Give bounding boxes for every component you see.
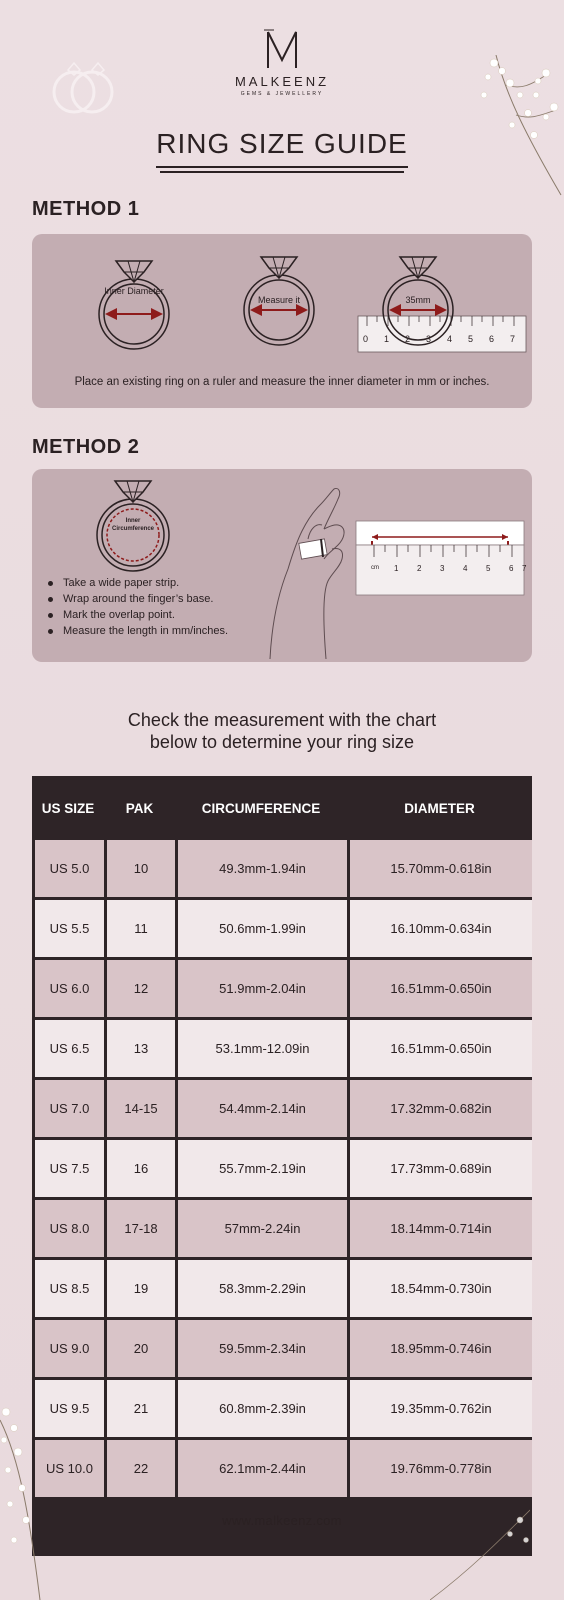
- inner-circumference-label: Inner Circumference: [111, 518, 155, 532]
- cell-pak: 13: [107, 1020, 175, 1077]
- hand-icon: [270, 488, 344, 659]
- method1-heading: METHOD 1: [32, 198, 140, 220]
- cell-us-size: US 9.0: [35, 1320, 104, 1377]
- cell-circumference: 51.9mm-2.04in: [178, 960, 347, 1017]
- cell-diameter: 18.14mm-0.714in: [350, 1200, 532, 1257]
- cell-diameter: 16.10mm-0.634in: [350, 900, 532, 957]
- table-row: [32, 960, 532, 1017]
- step-text: Take a wide paper strip.: [63, 577, 180, 589]
- list-item: [48, 625, 228, 637]
- cell-pak: 17-18: [107, 1200, 175, 1257]
- cell-diameter: 18.54mm-0.730in: [350, 1260, 532, 1317]
- cell-diameter: 15.70mm-0.618in: [350, 840, 532, 897]
- check-line-2: below to determine your ring size: [149, 732, 415, 752]
- cell-us-size: US 6.5: [35, 1020, 104, 1077]
- cell-diameter: 16.51mm-0.650in: [350, 960, 532, 1017]
- ring-diagram-icon: [99, 261, 169, 349]
- cell-us-size: US 5.0: [35, 840, 104, 897]
- website-footer[interactable]: www.malkeenz.com: [222, 1513, 342, 1528]
- ruler-number: 2: [417, 564, 422, 573]
- cell-pak: 12: [107, 960, 175, 1017]
- table-row: [32, 1200, 532, 1257]
- check-instruction: [0, 709, 564, 753]
- brand-tagline: GEMS & JEWELLERY: [240, 91, 324, 97]
- table-row: [32, 1440, 532, 1497]
- step-text: Wrap around the finger’s base.: [63, 593, 214, 605]
- title-underline: [160, 171, 404, 173]
- column-header-pak: PAK: [125, 800, 154, 816]
- cell-diameter: 16.51mm-0.650in: [350, 1020, 532, 1077]
- table-header: [32, 776, 532, 840]
- cell-pak: 19: [107, 1260, 175, 1317]
- list-item: [48, 593, 228, 605]
- ruler-number: 3: [426, 334, 432, 344]
- table-row: [32, 900, 532, 957]
- column-header-us-size: US SIZE: [41, 800, 95, 816]
- column-header-diameter: DIAMETER: [404, 800, 475, 816]
- cell-diameter: 19.76mm-0.778in: [350, 1440, 532, 1497]
- cell-diameter: 17.73mm-0.689in: [350, 1140, 532, 1197]
- cell-us-size: US 7.0: [35, 1080, 104, 1137]
- flower-decoration-icon: [0, 1400, 60, 1600]
- cell-circumference: 49.3mm-1.94in: [178, 840, 347, 897]
- ruler-number: 2: [405, 334, 411, 344]
- measurement-35mm-label: 35mm: [405, 295, 431, 305]
- step-text: Mark the overlap point.: [63, 609, 175, 621]
- table-row: [32, 1380, 532, 1437]
- cell-pak: 16: [107, 1140, 175, 1197]
- cell-circumference: 60.8mm-2.39in: [178, 1380, 347, 1437]
- cell-us-size: US 8.0: [35, 1200, 104, 1257]
- cell-us-size: US 8.5: [35, 1260, 104, 1317]
- method2-heading: METHOD 2: [32, 436, 140, 458]
- list-item: [48, 577, 228, 589]
- cell-circumference: 55.7mm-2.19in: [178, 1140, 347, 1197]
- cell-diameter: 18.95mm-0.746in: [350, 1320, 532, 1377]
- cell-circumference: 50.6mm-1.99in: [178, 900, 347, 957]
- cell-circumference: 57mm-2.24in: [178, 1200, 347, 1257]
- ruler-number: 6: [489, 334, 495, 344]
- ruler-number: 7: [522, 564, 527, 573]
- table-row: [32, 1020, 532, 1077]
- cell-circumference: 58.3mm-2.29in: [178, 1260, 347, 1317]
- cell-diameter: 17.32mm-0.682in: [350, 1080, 532, 1137]
- ruler-number: 3: [440, 564, 445, 573]
- page-title: RING SIZE GUIDE: [156, 128, 407, 168]
- cell-pak: 21: [107, 1380, 175, 1437]
- cell-us-size: US 9.5: [35, 1380, 104, 1437]
- ruler-unit: cm: [371, 565, 379, 571]
- table-row: [32, 840, 532, 897]
- ring-size-table: [32, 776, 532, 1556]
- check-line-1: Check the measurement with the chart: [127, 710, 437, 730]
- ruler-number: 5: [486, 564, 491, 573]
- method2-steps: [48, 577, 228, 641]
- ruler-number: 7: [510, 334, 516, 344]
- logo-monogram-icon: [262, 28, 302, 70]
- brand-name: MALKEENZ: [234, 74, 330, 89]
- ruler-number: 0: [363, 334, 369, 344]
- method1-caption: Place an existing ring on a ruler and measure the inner diameter in mm or inches.: [74, 376, 490, 388]
- table-row: [32, 1080, 532, 1137]
- ruler-number: 1: [384, 334, 390, 344]
- table-row: [32, 1320, 532, 1377]
- cell-circumference: 62.1mm-2.44in: [178, 1440, 347, 1497]
- cell-us-size: US 6.0: [35, 960, 104, 1017]
- column-header-circumference: CIRCUMFERENCE: [201, 800, 321, 816]
- table-row: [32, 1140, 532, 1197]
- measure-it-label: Measure it: [257, 295, 301, 305]
- table-row: [32, 1260, 532, 1317]
- brand-logo: [0, 28, 564, 97]
- cell-pak: 11: [107, 900, 175, 957]
- ruler-number: 6: [509, 564, 514, 573]
- list-item: [48, 609, 228, 621]
- cell-us-size: US 5.5: [35, 900, 104, 957]
- cell-circumference: 59.5mm-2.34in: [178, 1320, 347, 1377]
- ruler-number: 4: [447, 334, 453, 344]
- cell-circumference: 54.4mm-2.14in: [178, 1080, 347, 1137]
- cell-us-size: US 10.0: [35, 1440, 104, 1497]
- cell-us-size: US 7.5: [35, 1140, 104, 1197]
- ruler-number: 1: [394, 564, 399, 573]
- cell-diameter: 19.35mm-0.762in: [350, 1380, 532, 1437]
- ruler-number: 5: [468, 334, 474, 344]
- cell-pak: 22: [107, 1440, 175, 1497]
- ruler-number: 4: [463, 564, 468, 573]
- cell-circumference: 53.1mm-12.09in: [178, 1020, 347, 1077]
- cell-pak: 20: [107, 1320, 175, 1377]
- page-title-wrapper: [0, 128, 564, 173]
- cell-pak: 14-15: [107, 1080, 175, 1137]
- inner-diameter-label: Inner Diameter: [104, 286, 164, 296]
- cell-pak: 10: [107, 840, 175, 897]
- step-text: Measure the length in mm/inches.: [63, 625, 229, 637]
